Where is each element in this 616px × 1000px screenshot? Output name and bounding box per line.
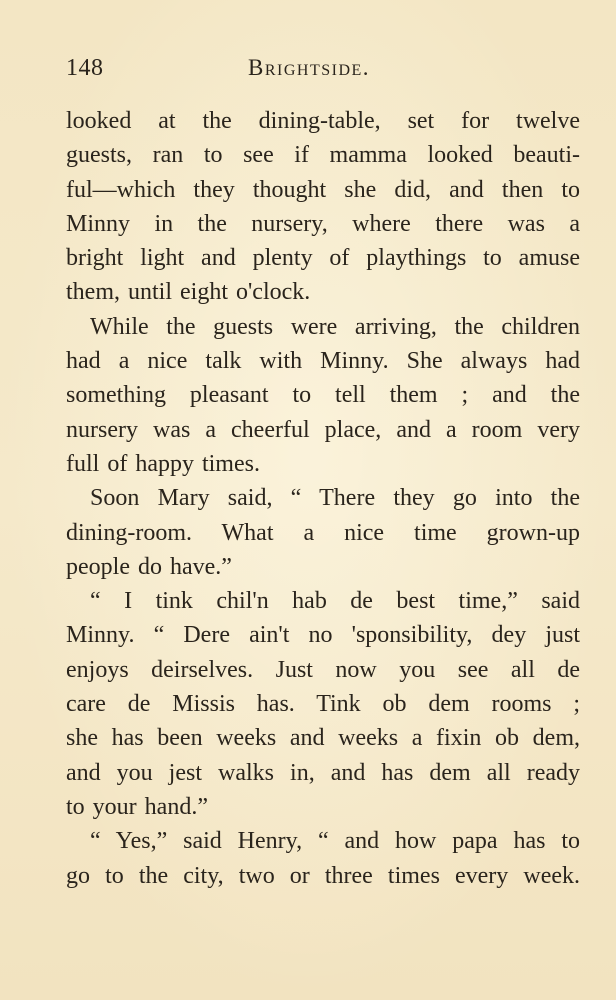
page-number: 148 [66,55,104,81]
text-line: she has been weeks and weeks a fixin ob dem, [66,725,580,752]
text-line: Minny. “ Dere ain't no 'sponsibility, dey just [66,622,580,649]
text-line: full of happy times. [66,450,260,477]
text-line: them, until eight o'clock. [66,279,311,306]
text-line: guests, ran to see if mamma looked beauti- [66,142,580,169]
text-line: something pleasant to tell them ; and the [66,382,580,409]
text-line: to your hand.” [66,793,208,820]
text-line: go to the city, two or three times every week. [66,862,580,889]
text-line: had a nice talk with Minny. She always had [66,348,580,375]
text-line: dining-room. What a nice time grown-up [66,519,580,546]
text-line: ful—which they thought she did, and then to [66,176,580,203]
text-line: Soon Mary said, “ There they go into the [90,485,580,512]
running-title: Brightside. [248,55,371,80]
text-line: and you jest walks in, and has dem all ready [66,759,580,786]
page-header [66,55,550,89]
text-line: bright light and plenty of playthings to amuse [66,245,580,272]
text-line: looked at the dining-table, set for twelve [66,108,580,134]
text-line: nursery was a cheerful place, and a room very [66,416,580,443]
text-line: “ I tink chil'n hab de best time,” said [90,588,580,615]
text-line: care de Missis has. Tink ob dem rooms ; [66,691,580,718]
text-line: Minny in the nursery, where there was a [66,210,580,237]
text-line: people do have.” [66,553,232,580]
text-line: While the guests were arriving, the children [90,313,580,340]
text-line: enjoys deirselves. Just now you see all de [66,656,580,683]
body-text [66,104,580,893]
text-line: “ Yes,” said Henry, “ and how papa has to [90,828,580,855]
